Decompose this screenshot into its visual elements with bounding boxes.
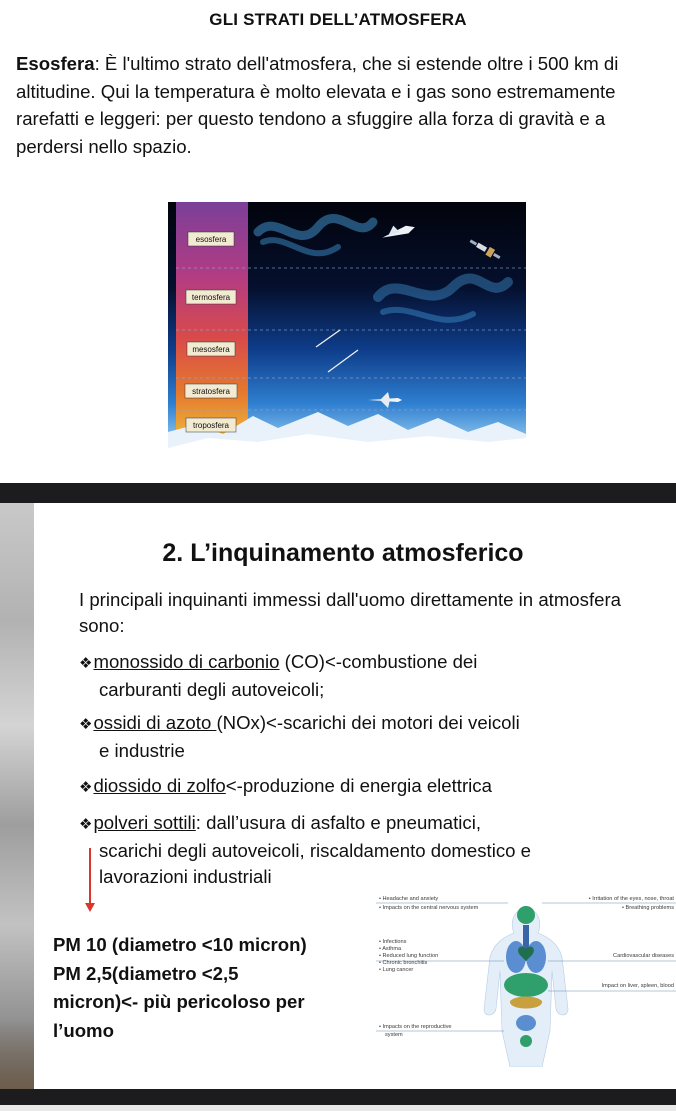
pm25-line: PM 2,5(diametro <2,5 <box>53 962 239 984</box>
health-effects-infographic <box>376 891 676 1067</box>
label-infections: • Infections <box>379 939 407 945</box>
pollutant-name: polveri sottili <box>93 812 196 833</box>
diamond-bullet-icon: ❖ <box>79 779 93 796</box>
label-irritation: • Irritation of the eyes, nose, throat <box>588 896 674 902</box>
exosphere-paragraph <box>16 50 666 160</box>
list-item-so2 <box>79 773 664 801</box>
pm10-line: PM 10 (diametro <10 micron) <box>53 934 307 955</box>
label-reproductive-system: system <box>385 1032 403 1038</box>
pollutant-source-cont: scarichi degli autoveicoli, riscaldamento domestico e <box>99 840 531 861</box>
slide-air-pollution <box>0 503 676 1089</box>
diamond-bullet-icon: ❖ <box>79 716 93 733</box>
list-item-nox <box>79 710 664 764</box>
pm25-line-end: l’uomo <box>53 1019 114 1041</box>
label-headache: • Headache and anxiety <box>379 896 439 902</box>
pollutant-source: (NOx)<-scarichi dei motori dei veicoli <box>216 712 520 733</box>
pollutant-name: ossidi di azoto <box>93 712 217 733</box>
layer-label-esosfera: esosfera <box>195 235 227 244</box>
layer-label-termosfera: termosfera <box>191 293 231 302</box>
label-lung-function: • Reduced lung function <box>379 953 439 959</box>
red-arrow-head-icon <box>85 903 95 912</box>
label-breathing: • Breathing problems <box>621 905 674 911</box>
slide-divider <box>0 483 676 503</box>
slide-title: GLI STRATI DELL’ATMOSFERA <box>209 10 467 29</box>
layer-label-stratosfera: stratosfera <box>192 387 230 396</box>
list-item-co <box>79 649 664 703</box>
exosphere-term: Esosfera <box>16 53 95 74</box>
red-arrow-line <box>89 848 91 906</box>
label-cns: • Impacts on the central nervous system <box>379 905 479 911</box>
slide-title: 2. L’inquinamento atmosferico <box>162 539 524 567</box>
pollutant-source: <-produzione di energia elettrica <box>225 775 492 796</box>
label-cardiovascular: Cardiovascular diseases <box>613 953 674 959</box>
human-body-icon <box>484 906 568 1067</box>
label-lung-cancer: • Lung cancer <box>379 967 414 973</box>
atmosphere-layers-illustration <box>168 202 526 448</box>
label-liver-spleen: Impact on liver, spleen, blood <box>601 983 674 989</box>
background-photo-strip <box>0 503 34 1089</box>
pollutant-source-cont: carburanti degli autoveicoli; <box>99 679 325 700</box>
bottom-bar <box>0 1089 676 1111</box>
label-bronchitis: • Chronic bronchitis <box>379 960 428 966</box>
label-reproductive: • Impacts on the reproductive <box>379 1024 452 1030</box>
diamond-bullet-icon: ❖ <box>79 816 93 833</box>
layer-label-troposfera: troposfera <box>192 421 230 430</box>
pollutant-name: diossido di zolfo <box>93 775 226 796</box>
exosphere-description: : È l'ultimo strato dell'atmosfera, che si estende oltre i 500 km di altitudine. Qui la temperatura è molto elevata e i gas sono estremamente rarefatti e leggeri: per questo tendono a sfuggire alla forza di gravità e a perdersi nello spazio. <box>16 53 619 157</box>
list-item-particulate <box>79 810 664 890</box>
layer-label-mesosfera: mesosfera <box>192 345 230 354</box>
pollutant-source-cont: lavorazioni industriali <box>99 866 272 887</box>
slide-atmosphere-layers <box>0 0 676 483</box>
label-asthma: • Asthma <box>379 946 402 952</box>
pm25-line-cont: micron)<- più pericoloso per <box>53 991 305 1012</box>
pollutant-source: : dall’usura di asfalto e pneumatici, <box>195 812 482 833</box>
diamond-bullet-icon: ❖ <box>79 655 93 672</box>
pollutant-name: monossido di carbonio <box>93 651 280 672</box>
particulate-sizes <box>53 931 363 1045</box>
pollutant-source-cont: e industrie <box>99 740 185 761</box>
pollutant-source: (CO)<-combustione dei <box>279 651 478 672</box>
intro-text: I principali inquinanti immessi dall'uomo direttamente in atmosfera sono: <box>79 589 621 636</box>
